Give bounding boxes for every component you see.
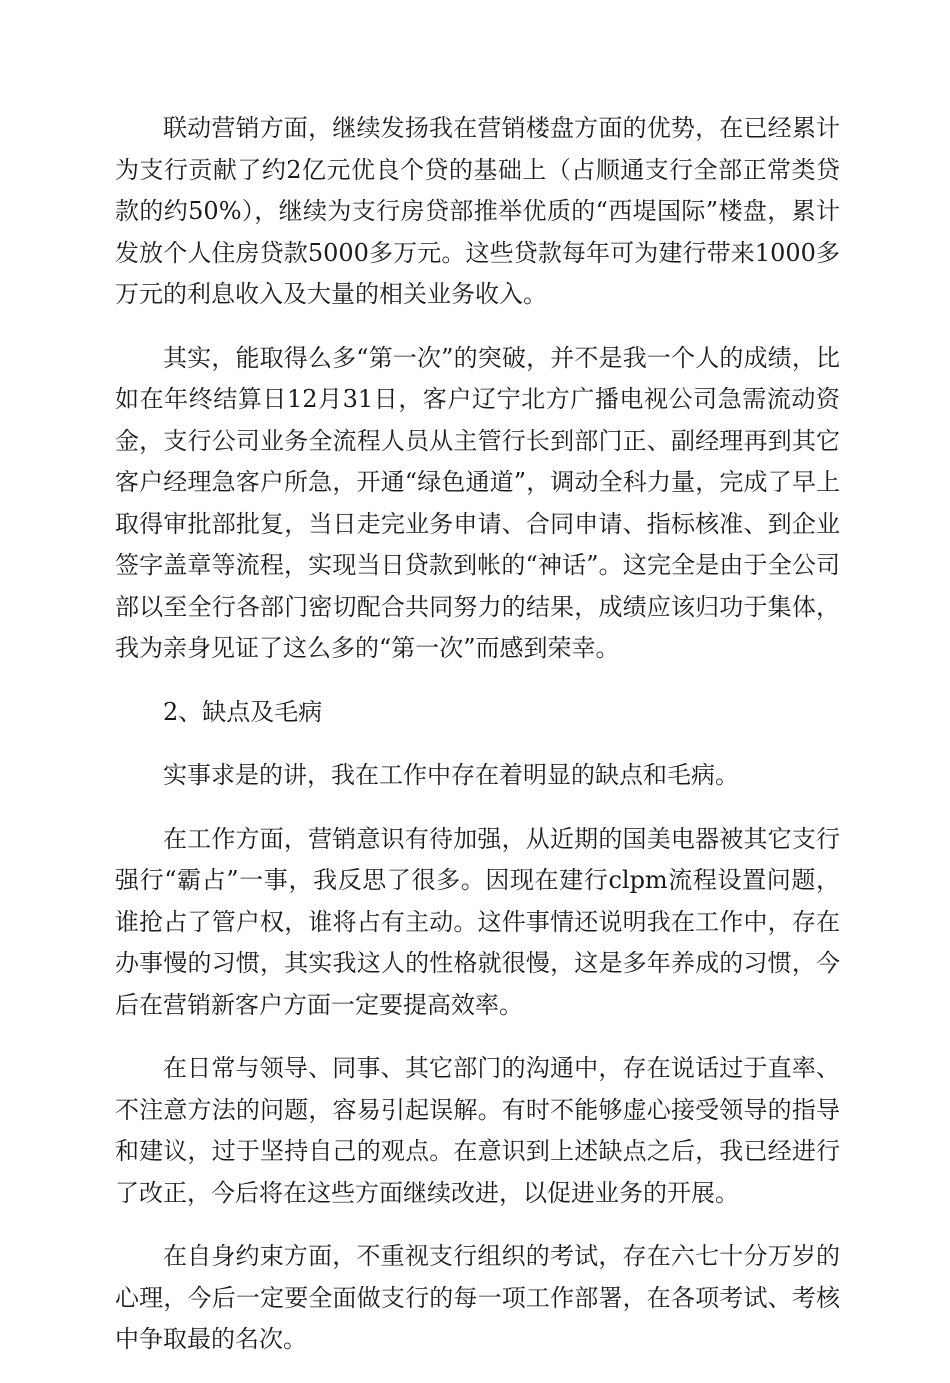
paragraph-communication: 在日常与领导、同事、其它部门的沟通中，存在说话过于直率、不注意方法的问题，容易引起误解。有时不能够虚心接受领导的指导和建议，过于坚持自己的观点。在意识到上述缺点之后，我已经进行了改正，今后将在这些方面继续改进，以促进业务的开展。 — [115, 1054, 840, 1207]
section-heading-shortcomings: 2、缺点及毛病 — [163, 697, 323, 726]
document-body — [115, 108, 840, 1383]
paragraph-self-discipline: 在自身约束方面，不重视支行组织的考试，存在六七十分万岁的心理，今后一定要全面做支行的每一项工作部署，在各项考试、考核中争取最的名次。 — [115, 1242, 840, 1353]
paragraph-first-breakthroughs: 其实，能取得么多“第一次”的突破，并不是我一个人的成绩，比如在年终结算日12月31日，客户辽宁北方广播电视公司急需流动资金，支行公司业务全流程人员从主管行长到部门正、副经理再到其它客户经理急客户所急，开通“绿色通道”，调动全科力量，完成了早上取得审批部批复，当日走完业务申请、合同申请、指标核准、到企业签字盖章等流程，实现当日贷款到帐的“神话”。这完全是由于全公司部以至全行各部门密切配合共同努力的结果，成绩应该归功于集体，我为亲身见证了这么多的“第一次”而感到荣幸。 — [115, 343, 840, 662]
paragraph-honest-assessment: 实事求是的讲，我在工作中存在着明显的缺点和毛病。 — [163, 761, 739, 789]
paragraph-linked-marketing: 联动营销方面，继续发扬我在营销楼盘方面的优势，在已经累计为支行贡献了约2亿元优良个贷的基础上（占顺通支行全部正常类贷款的约50%），继续为支行房贷部推举优质的“西堤国际”楼盘，累计发放个人住房贷款5000多万元。这些贷款每年可为建行带来1000多万元的利息收入及大量的相关业务收入。 — [115, 114, 840, 308]
paragraph-work-aspect: 在工作方面，营销意识有待加强，从近期的国美电器被其它支行强行“霸占”一事，我反思了很多。因现在建行clpm流程设置问题，谁抢占了管户权，谁将占有主动。这件事情还说明我在工作中，存在办事慢的习惯，其实我这人的性格就很慢，这是多年养成的习惯，今后在营销新客户方面一定要提高效率。 — [115, 824, 840, 1019]
